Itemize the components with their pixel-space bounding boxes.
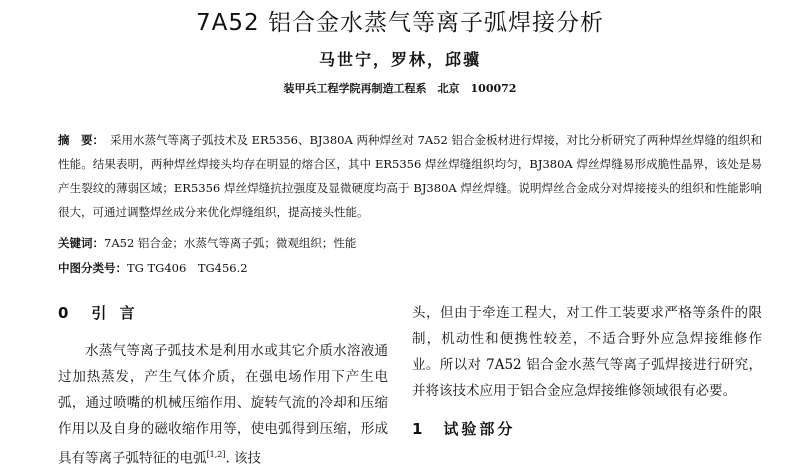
left-column — [58, 300, 388, 472]
section-1-heading: 1 试验部分 — [412, 420, 516, 438]
keywords — [58, 235, 356, 251]
classification-number — [58, 260, 248, 276]
abstract — [58, 128, 762, 224]
citation: [1,2] — [206, 450, 226, 459]
right-column — [412, 300, 762, 454]
right-column-paragraph: 头，但由于牵连工程大，对工件工装要求严格等条件的限制，机动性和便携性较差，不适合野外应急焊接维修作业。所以对 7A52 铝合金水蒸气等离子弧焊接进行研究，并将该技术应用于铝合金应急焊接维修领域很有必要。 — [412, 305, 762, 399]
abstract-text: 采用水蒸气等离子弧技术及 ER5356、BJ380A 两种焊丝对 7A52 铝合金板材进行焊接，对比分析研究了两种焊丝焊缝的组织和性能。结果表明，两种焊丝焊接头均存在明显的熔合区，其中 ER5356 焊丝焊缝组织均匀，BJ380A 焊丝焊缝易形成脆性晶界，该处是易产生裂纹的薄弱区域；ER5356 焊丝焊缝抗拉强度及显微硬度均高于 BJ380A 焊丝焊缝。说明焊丝合金成分对焊接接头的组织和性能影响很大，可通过调整焊丝成分来优化焊缝组织，提高接头性能。 — [58, 133, 763, 219]
classification-text: TG TG406 TG456.2 — [127, 261, 248, 275]
abstract-label: 摘 要： — [58, 133, 104, 147]
keywords-label: 关键词： — [58, 236, 104, 250]
affiliation: 装甲兵工程学院再制造工程系 北京 100072 — [283, 82, 517, 95]
section-0-paragraph — [58, 338, 388, 472]
section-0-heading: 0 引 言 — [58, 304, 139, 322]
section-0-tail: . 该技 — [225, 450, 262, 467]
keywords-text: 7A52 铝合金；水蒸气等离子弧；微观组织；性能 — [104, 236, 357, 250]
classification-label: 中图分类号： — [58, 261, 127, 275]
author-list: 马世宁，罗林，邱骥 — [318, 50, 481, 69]
paper-title: 7A52 铝合金水蒸气等离子弧焊接分析 — [196, 10, 604, 36]
section-0-text: 水蒸气等离子弧技术是利用水或其它介质水溶液通过加热蒸发，产生气体介质，在强电场作用下产生电弧，通过喷嘴的机械压缩作用、旋转气流的冷却和压缩作用以及自身的磁收缩作用等，使电弧得到压缩，形成具有等离子弧特征的电弧 — [58, 343, 388, 467]
